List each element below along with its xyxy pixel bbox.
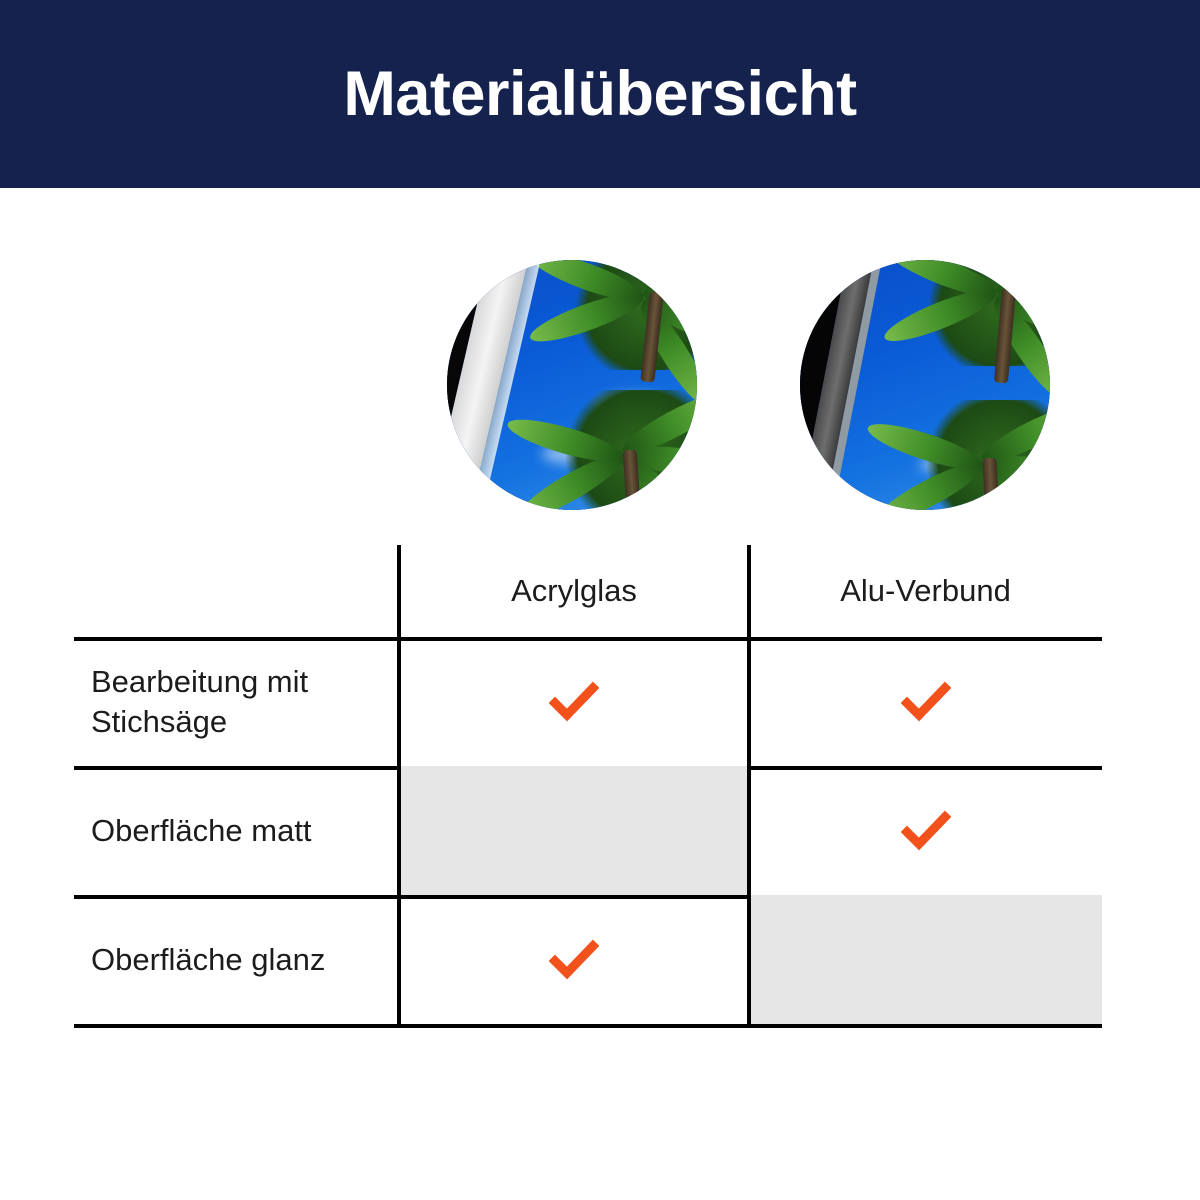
- check-icon: [901, 677, 951, 727]
- page-title: Materialübersicht: [343, 58, 857, 129]
- column-header-label: Acrylglas: [511, 572, 637, 608]
- table-row: [74, 766, 1102, 895]
- row-label-cell: [74, 637, 399, 766]
- table-divider: [74, 1024, 1102, 1028]
- table-header-row: [74, 545, 1102, 637]
- row-label: [91, 662, 308, 741]
- palm-tree-artwork-acryl: [447, 260, 697, 510]
- cell-alu-matt: [749, 766, 1102, 895]
- palm-tree-artwork-alu: [800, 260, 1050, 510]
- alu-verbund-sample-photo: [800, 260, 1050, 510]
- cell-acrylglas-matt: [399, 766, 749, 895]
- check-icon: [549, 935, 599, 985]
- column-header-label: Alu-Verbund: [840, 572, 1011, 608]
- check-icon: [901, 806, 951, 856]
- cell-alu-glanz: [749, 895, 1102, 1024]
- row-label-cell: [74, 766, 399, 895]
- row-label-line2: Stichsäge: [91, 703, 228, 739]
- check-icon: [549, 677, 599, 727]
- table-column-divider: [747, 545, 751, 1024]
- material-sample-row: [0, 258, 1200, 514]
- row-label: Oberfläche glanz: [91, 941, 326, 977]
- material-comparison-table: [74, 545, 1102, 1024]
- page-header: [0, 0, 1200, 188]
- cell-acrylglas-bearbeitung: [399, 637, 749, 766]
- acrylglas-sample-photo: [447, 260, 697, 510]
- table-row: [74, 895, 1102, 1024]
- table-header-empty: [74, 545, 399, 637]
- cell-alu-bearbeitung: [749, 637, 1102, 766]
- row-label-cell: [74, 895, 399, 1024]
- row-label-line1: Bearbeitung mit: [91, 663, 309, 699]
- table-row: [74, 637, 1102, 766]
- table-header-alu-verbund: [749, 545, 1102, 637]
- row-label: Oberfläche matt: [91, 812, 312, 848]
- cell-acrylglas-glanz: [399, 895, 749, 1024]
- table-header-acrylglas: [399, 545, 749, 637]
- table-column-divider: [397, 545, 401, 1024]
